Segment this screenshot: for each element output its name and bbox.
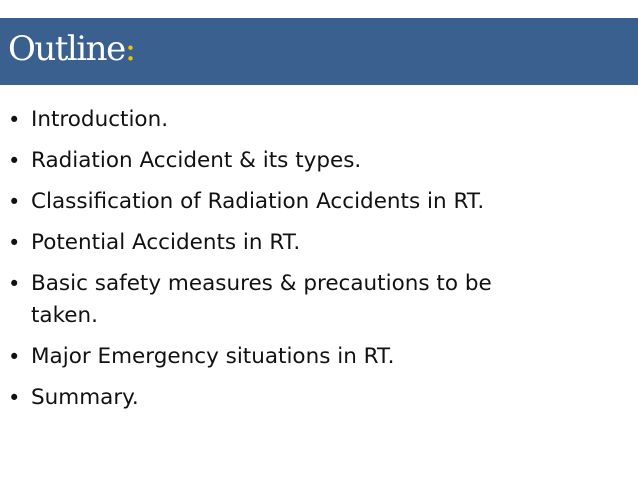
bullet-item	[0, 382, 531, 414]
bullet-list	[0, 104, 638, 423]
bullet-text: Radiation Accident & its types.	[31, 148, 362, 173]
bullet-dot-icon: •	[8, 272, 21, 296]
bullet-text: Major Emergency situations in RT.	[31, 344, 395, 369]
bullet-item	[0, 104, 531, 136]
bullet-text: Basic safety measures & precautions to be taken.	[31, 271, 492, 328]
bullet-dot-icon: •	[8, 345, 21, 369]
bullet-item	[0, 145, 531, 177]
bullet-text: Introduction.	[31, 107, 169, 132]
bullet-text: Summary.	[31, 385, 139, 410]
slide-title	[8, 29, 135, 69]
bullet-dot-icon: •	[8, 386, 21, 410]
bullet-text: Classification of Radiation Accidents in RT.	[31, 189, 485, 214]
bullet-dot-icon: •	[8, 190, 21, 214]
slide-title-colon: :	[124, 29, 135, 69]
bullet-dot-icon: •	[8, 149, 21, 173]
bullet-item	[0, 227, 531, 259]
bullet-text: Potential Accidents in RT.	[31, 230, 301, 255]
bullet-item	[0, 341, 531, 373]
bullet-item	[0, 186, 531, 218]
bullet-dot-icon: •	[8, 231, 21, 255]
bullet-item	[0, 268, 531, 332]
slide-title-text: Outline	[8, 29, 125, 69]
bullet-dot-icon: •	[8, 108, 21, 132]
